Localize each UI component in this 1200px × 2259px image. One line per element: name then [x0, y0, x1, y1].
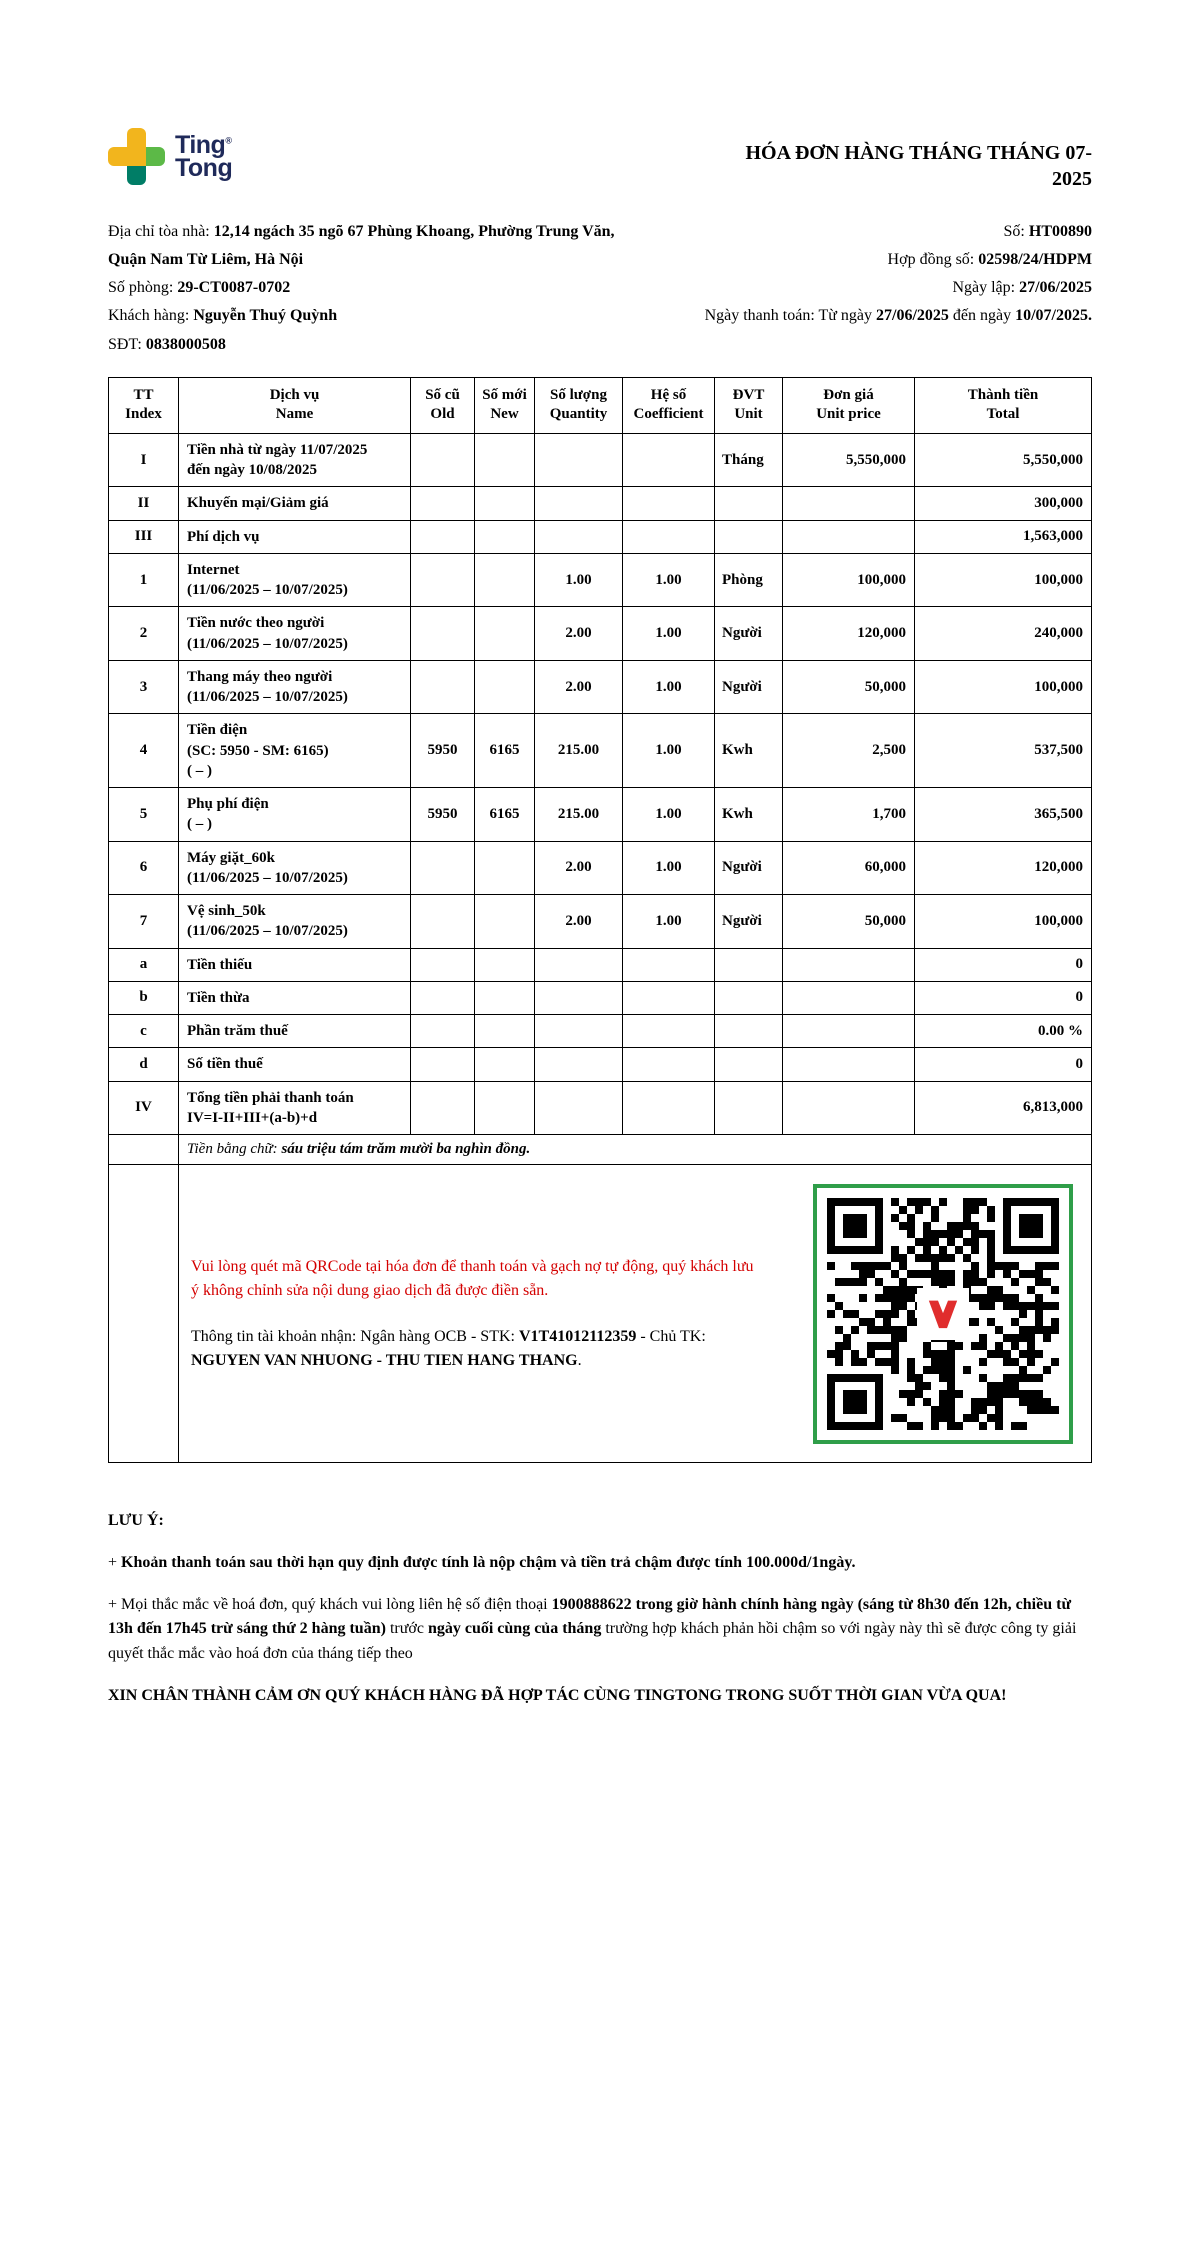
invoice-info	[108, 218, 1092, 359]
table-row	[109, 981, 1092, 1014]
col-header-index: TT Index	[109, 377, 179, 433]
cell-coefficient	[623, 948, 715, 981]
logo-wordmark: Ting® Tong	[175, 130, 233, 182]
table-row	[109, 1015, 1092, 1048]
cell-old	[411, 660, 475, 714]
table-row	[109, 520, 1092, 553]
cell-new	[475, 981, 535, 1014]
red-v-icon	[917, 1288, 969, 1340]
issue-date: Ngày lập: 27/06/2025	[952, 279, 1092, 297]
cell-name: Máy giặt_60k (11/06/2025 – 10/07/2025)	[179, 841, 411, 895]
header-row	[109, 377, 1092, 433]
cell-unit: Người	[715, 841, 783, 895]
cell-coefficient: 1.00	[623, 788, 715, 842]
cell-index: 1	[109, 553, 179, 607]
col-header-new: Số mới New	[475, 377, 535, 433]
cell-coefficient: 1.00	[623, 553, 715, 607]
invoice-info-right	[659, 218, 1092, 359]
cell-old	[411, 553, 475, 607]
cell-old	[411, 607, 475, 661]
cell-quantity: 1.00	[535, 553, 623, 607]
cell-coefficient	[623, 1081, 715, 1135]
cell-name: Internet (11/06/2025 – 10/07/2025)	[179, 553, 411, 607]
table-row	[109, 433, 1092, 487]
logo-piece-top	[127, 128, 146, 147]
cell-index: c	[109, 1015, 179, 1048]
cell-coefficient	[623, 433, 715, 487]
qr-payment-notice: Vui lòng quét mã QRCode tại hóa đơn để thanh toán và gạch nợ tự động, quý khách lưu ý không chỉnh sửa nội dung giao dịch đã được điền sẵn.	[191, 1257, 754, 1299]
cell-old	[411, 1015, 475, 1048]
cell-new	[475, 841, 535, 895]
cell-name: Tiền nước theo người (11/06/2025 – 10/07/2025)	[179, 607, 411, 661]
cell-coefficient: 1.00	[623, 895, 715, 949]
cell-coefficient	[623, 981, 715, 1014]
cell-total: 240,000	[915, 607, 1092, 661]
qr-section-text	[179, 1165, 795, 1462]
table-row	[109, 948, 1092, 981]
cell-total: 100,000	[915, 895, 1092, 949]
cell-name: Khuyến mại/Giảm giá	[179, 487, 411, 520]
footer-notes	[108, 1509, 1092, 1709]
customer-name: Khách hàng: Nguyễn Thuý Quỳnh	[108, 307, 338, 325]
cell-unit: Tháng	[715, 433, 783, 487]
cell-old	[411, 841, 475, 895]
qr-image-column	[795, 1165, 1091, 1462]
cell-old: 5950	[411, 714, 475, 788]
cell-old	[411, 487, 475, 520]
cell-name: Tổng tiền phải thanh toán IV=I-II+III+(a-b)+d	[179, 1081, 411, 1135]
cell-new	[475, 607, 535, 661]
cell-total: 6,813,000	[915, 1081, 1092, 1135]
room-number: Số phòng: 29-CT0087-0702	[108, 279, 291, 297]
cell-unit	[715, 1048, 783, 1081]
cell-unit-price: 5,550,000	[783, 433, 915, 487]
cell-total: 0	[915, 1048, 1092, 1081]
cell-quantity: 215.00	[535, 788, 623, 842]
cell-new	[475, 660, 535, 714]
cell-name: Thang máy theo người (11/06/2025 – 10/07/2025)	[179, 660, 411, 714]
cell-total: 0.00 %	[915, 1015, 1092, 1048]
cell-coefficient: 1.00	[623, 714, 715, 788]
cell-unit-price	[783, 1048, 915, 1081]
amount-in-words-row	[109, 1135, 1092, 1165]
table-row	[109, 607, 1092, 661]
cell-quantity	[535, 520, 623, 553]
table-row	[109, 714, 1092, 788]
notes-title: LƯU Ý:	[108, 1512, 164, 1530]
cell-name: Tiền điện (SC: 5950 - SM: 6165) ( – )	[179, 714, 411, 788]
cell-total: 300,000	[915, 487, 1092, 520]
invoice-header	[108, 128, 1092, 192]
cell-unit: Phòng	[715, 553, 783, 607]
cell-name: Phí dịch vụ	[179, 520, 411, 553]
cell-index: I	[109, 433, 179, 487]
cell-unit-price	[783, 948, 915, 981]
table-row	[109, 841, 1092, 895]
cell-unit: Kwh	[715, 788, 783, 842]
tingtong-logo	[108, 128, 232, 185]
table-row	[109, 660, 1092, 714]
table-row	[109, 553, 1092, 607]
logo-piece-left	[108, 147, 127, 166]
cell-coefficient	[623, 1015, 715, 1048]
cell-index: III	[109, 520, 179, 553]
cell-new	[475, 1015, 535, 1048]
cell-unit	[715, 948, 783, 981]
cell-unit	[715, 487, 783, 520]
logo-piece-right	[146, 147, 165, 166]
col-header-unit: ĐVT Unit	[715, 377, 783, 433]
cell-total: 0	[915, 981, 1092, 1014]
cell-old	[411, 433, 475, 487]
col-header-name: Dịch vụ Name	[179, 377, 411, 433]
invoice-info-left	[108, 218, 639, 359]
cell-coefficient: 1.00	[623, 660, 715, 714]
cell-quantity: 2.00	[535, 607, 623, 661]
cell-quantity	[535, 981, 623, 1014]
cell-unit-price: 2,500	[783, 714, 915, 788]
cell-unit-price	[783, 487, 915, 520]
cell-total: 100,000	[915, 553, 1092, 607]
logo-piece-bottom	[127, 166, 146, 185]
table-row	[109, 1081, 1092, 1135]
cell-quantity	[535, 1081, 623, 1135]
tingtong-cross-icon	[108, 128, 165, 185]
invoice-table-header	[109, 377, 1092, 433]
cell-index: II	[109, 487, 179, 520]
cell-unit	[715, 1015, 783, 1048]
cell-name: Tiền thừa	[179, 981, 411, 1014]
cell-quantity	[535, 948, 623, 981]
cell-quantity: 2.00	[535, 895, 623, 949]
building-address: Địa chỉ tòa nhà: 12,14 ngách 35 ngõ 67 Phùng Khoang, Phường Trung Văn, Quận Nam Từ Liêm, Hà Nội	[108, 223, 615, 269]
cell-unit	[715, 520, 783, 553]
cell-unit	[715, 981, 783, 1014]
payment-qr-section	[108, 1165, 1092, 1463]
cell-new	[475, 895, 535, 949]
cell-new	[475, 553, 535, 607]
cell-coefficient	[623, 520, 715, 553]
cell-index: 3	[109, 660, 179, 714]
cell-quantity	[535, 1015, 623, 1048]
cell-total: 100,000	[915, 660, 1092, 714]
cell-quantity: 215.00	[535, 714, 623, 788]
thanks-message: XIN CHÂN THÀNH CẢM ƠN QUÝ KHÁCH HÀNG ĐÃ HỢP TÁC CÙNG TINGTONG TRONG SUỐT THỜI GIAN VỪA QUA!	[108, 1687, 1007, 1705]
invoice-title: HÓA ĐƠN HÀNG THÁNG THÁNG 07-2025	[745, 142, 1092, 190]
amount-in-words: Tiền bằng chữ: sáu triệu tám trăm mười ba nghìn đồng.	[179, 1135, 1092, 1165]
cell-quantity	[535, 433, 623, 487]
cell-coefficient	[623, 1048, 715, 1081]
amount-in-words-group	[109, 1135, 1092, 1165]
cell-new	[475, 1048, 535, 1081]
col-header-total: Thành tiền Total	[915, 377, 1092, 433]
contract-number: Hợp đồng số: 02598/24/HDPM	[887, 251, 1092, 269]
cell-old	[411, 981, 475, 1014]
cell-quantity: 2.00	[535, 841, 623, 895]
late-payment-note: + Khoản thanh toán sau thời hạn quy định được tính là nộp chậm và tiền trả chậm được tính 100.000d/1ngày.	[108, 1553, 856, 1571]
cell-index: IV	[109, 1081, 179, 1135]
cell-coefficient	[623, 487, 715, 520]
table-row	[109, 895, 1092, 949]
payment-period: Ngày thanh toán: Từ ngày 27/06/2025 đến ngày 10/07/2025.	[704, 307, 1092, 325]
qr-section-index-column	[109, 1165, 179, 1462]
cell-new	[475, 1081, 535, 1135]
cell-index: 7	[109, 895, 179, 949]
cell-index: d	[109, 1048, 179, 1081]
cell-old	[411, 1081, 475, 1135]
cell-index: a	[109, 948, 179, 981]
cell-old	[411, 520, 475, 553]
invoice-table-body	[109, 433, 1092, 1134]
cell-name: Số tiền thuế	[179, 1048, 411, 1081]
cell-old	[411, 948, 475, 981]
cell-unit-price: 60,000	[783, 841, 915, 895]
payment-qr-code	[813, 1184, 1073, 1444]
cell-total: 0	[915, 948, 1092, 981]
col-header-coefficient: Hệ số Coefficient	[623, 377, 715, 433]
cell-name: Tiền thiếu	[179, 948, 411, 981]
cell-index: 4	[109, 714, 179, 788]
invoice-table	[108, 377, 1092, 1165]
cell-unit: Người	[715, 607, 783, 661]
cell-old	[411, 1048, 475, 1081]
cell-quantity	[535, 1048, 623, 1081]
cell-index: b	[109, 981, 179, 1014]
cell-old: 5950	[411, 788, 475, 842]
col-header-quantity: Số lượng Quantity	[535, 377, 623, 433]
cell-unit-price	[783, 1081, 915, 1135]
cell-unit-price	[783, 520, 915, 553]
cell-coefficient: 1.00	[623, 841, 715, 895]
cell-quantity	[535, 487, 623, 520]
cell-coefficient: 1.00	[623, 607, 715, 661]
cell-new	[475, 487, 535, 520]
cell-name: Phần trăm thuế	[179, 1015, 411, 1048]
cell-new	[475, 433, 535, 487]
cell-unit-price: 120,000	[783, 607, 915, 661]
cell-total: 537,500	[915, 714, 1092, 788]
cell-unit-price: 1,700	[783, 788, 915, 842]
cell-unit-price: 100,000	[783, 553, 915, 607]
logo-piece-center	[127, 147, 146, 166]
table-row	[109, 487, 1092, 520]
cell-new	[475, 520, 535, 553]
table-row	[109, 788, 1092, 842]
cell-index: 2	[109, 607, 179, 661]
cell-total: 120,000	[915, 841, 1092, 895]
cell-new: 6165	[475, 714, 535, 788]
cell-name: Phụ phí điện ( – )	[179, 788, 411, 842]
cell-index: 6	[109, 841, 179, 895]
cell-index	[109, 1135, 179, 1165]
cell-unit-price	[783, 1015, 915, 1048]
cell-new	[475, 948, 535, 981]
cell-unit: Kwh	[715, 714, 783, 788]
cell-new: 6165	[475, 788, 535, 842]
cell-name: Vệ sinh_50k (11/06/2025 – 10/07/2025)	[179, 895, 411, 949]
bank-account-info: Thông tin tài khoản nhận: Ngân hàng OCB - STK: V1T41012112359 - Chủ TK: NGUYEN VAN NHUONG - THU TIEN HANG THANG.	[191, 1327, 706, 1369]
customer-phone: SĐT: 0838000508	[108, 335, 226, 353]
cell-unit-price	[783, 981, 915, 1014]
cell-unit-price: 50,000	[783, 660, 915, 714]
cell-total: 365,500	[915, 788, 1092, 842]
cell-total: 1,563,000	[915, 520, 1092, 553]
cell-quantity: 2.00	[535, 660, 623, 714]
invoice-number: Số: HT00890	[1003, 223, 1092, 240]
cell-unit: Người	[715, 895, 783, 949]
cell-unit: Người	[715, 660, 783, 714]
registered-mark: ®	[225, 135, 232, 146]
red-v-glyph	[923, 1294, 963, 1334]
cell-unit-price: 50,000	[783, 895, 915, 949]
hotline-note: + Mọi thắc mắc về hoá đơn, quý khách vui lòng liên hệ số điện thoại 1900888622 trong giờ hành chính hàng ngày (sáng từ 8h30 đến 12h, chiều từ 13h đến 17h45 trừ sáng thứ 2 hàng tuần) trước ngày cuối cùng của tháng trường hợp khách phản hồi chậm so với ngày này thì sẽ được công ty giải quyết thắc mắc vào hoá đơn của tháng tiếp theo	[108, 1595, 1077, 1663]
cell-index: 5	[109, 788, 179, 842]
cell-total: 5,550,000	[915, 433, 1092, 487]
col-header-unit-price: Đơn giá Unit price	[783, 377, 915, 433]
table-row	[109, 1048, 1092, 1081]
cell-unit	[715, 1081, 783, 1135]
cell-name: Tiền nhà từ ngày 11/07/2025 đến ngày 10/08/2025	[179, 433, 411, 487]
col-header-old: Số cũ Old	[411, 377, 475, 433]
cell-old	[411, 895, 475, 949]
